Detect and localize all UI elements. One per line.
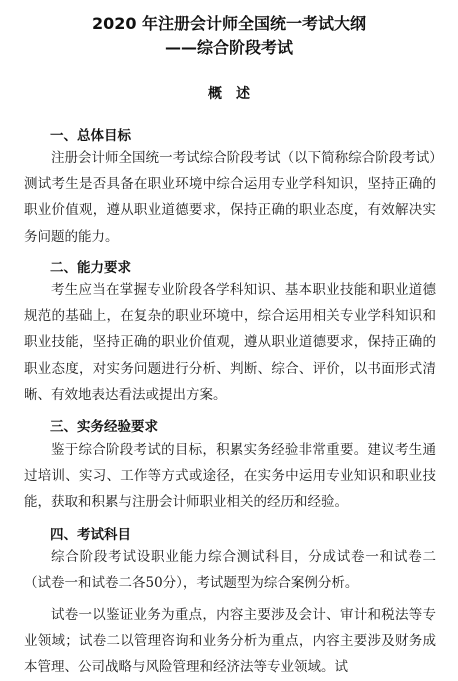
section-paragraph: 注册会计师全国统一考试综合阶段考试（以下简称综合阶段考试）测试考生是否具备在职业环境中综合运用专业学科知识，坚持正确的职业价值观，遵从职业道德要求，保持正确的职业态度，有效解决实务问题的能力。	[24, 150, 436, 245]
section-heading-overall-goal: 一、总体目标	[50, 128, 131, 144]
overview-heading: 概述	[208, 86, 264, 102]
section-heading-exam-subjects: 四、考试科目	[50, 527, 131, 543]
document-subtitle: ——综合阶段考试	[164, 38, 293, 57]
document-title: 2020 年注册会计师全国统一考试大纲	[91, 14, 367, 33]
section-heading-ability-requirements: 二、能力要求	[50, 260, 131, 276]
section-paragraph: 综合阶段考试设职业能力综合测试科目，分成试卷一和试卷二（试卷一和试卷二各50分），考试题型为综合案例分析。	[24, 549, 436, 592]
section-heading-practical-experience: 三、实务经验要求	[50, 419, 158, 435]
section-paragraph: 考生应当在掌握专业阶段各学科知识、基本职业技能和职业道德规范的基础上，在复杂的职业环境中，综合运用相关专业学科知识和职业技能，坚持正确的职业价值观，遵从职业道德要求，保持正确的职业态度，对实务问题进行分析、判断、综合、评价，以书面形式清晰、有效地表达看法或提出方案。	[24, 282, 436, 403]
section-paragraph: 鉴于综合阶段考试的目标，积累实务经验非常重要。建议考生通过培训、实习、工作等方式或途径，在实务中运用专业知识和职业技能，获取和积累与注册会计师职业相关的经历和经验。	[24, 442, 436, 511]
section-paragraph: 试卷一以鉴证业务为重点，内容主要涉及会计、审计和税法等专业领域；试卷二以管理咨询和业务分析为重点，内容主要涉及财务成本管理、公司战略与风险管理和经济法等专业领域。试	[24, 607, 436, 676]
